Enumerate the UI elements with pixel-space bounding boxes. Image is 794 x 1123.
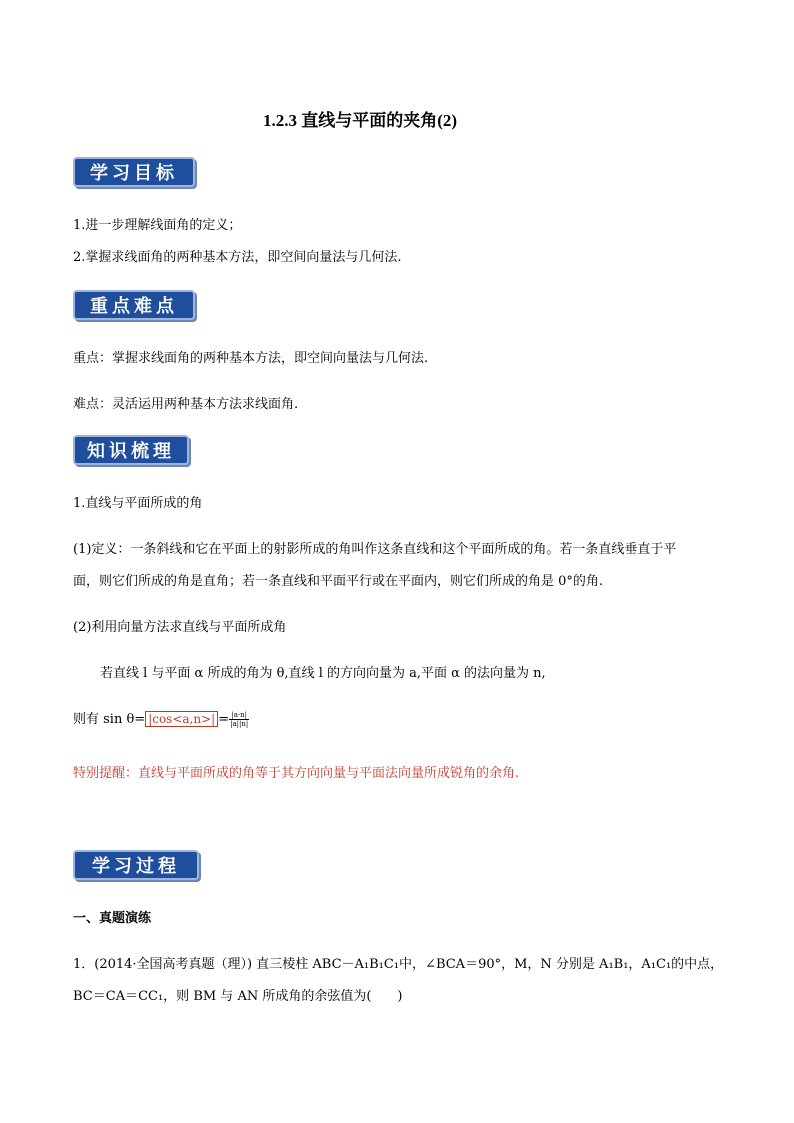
formula-equals: = — [218, 712, 230, 727]
objective-item-2: 2.掌握求线面角的两种基本方法，即空间向量法与几何法. — [73, 250, 402, 265]
difficulty-text: 难点：灵活运用两种基本方法求线面角. — [73, 397, 299, 412]
formula-prefix: 则有 sin θ= — [73, 712, 146, 727]
knowledge-badge: 知识梳理 — [73, 435, 189, 465]
formula-cos-box: |cos<a,n>| — [145, 711, 218, 727]
definition-line-1: (1)定义：一条斜线和它在平面上的射影所成的角叫作这条直线和这个平面所成的角。若一条直线垂直于平 — [73, 542, 677, 557]
question-1-line-1: 1．(2014·全国高考真题（理）) 直三棱柱 ABC－A₁B₁C₁中，∠BCA＝90°，M，N 分别是 A₁B₁，A₁C₁的中点， — [73, 957, 724, 972]
formula-fraction — [229, 711, 249, 728]
definition-line-2: 面，则它们所成的角是直角；若一条直线和平面平行或在平面内，则它们所成的角是 0°的角. — [73, 574, 604, 589]
knowledge-heading: 1.直线与平面所成的角 — [73, 496, 203, 511]
objectives-badge: 学习目标 — [73, 157, 195, 187]
formula-line — [73, 708, 249, 728]
fraction-numerator: |a·n| — [229, 711, 249, 720]
page-title: 1.2.3 直线与平面的夹角(2) — [262, 111, 458, 130]
question-1-line-2: BC＝CA＝CC₁，则 BM 与 AN 所成角的余弦值为( ) — [73, 989, 403, 1004]
process-subheading: 一、真题演练 — [73, 911, 152, 926]
key-point-text: 重点：掌握求线面角的两种基本方法，即空间向量法与几何法. — [73, 351, 429, 366]
vector-description: 若直线 l 与平面 α 所成的角为 θ,直线 l 的方向向量为 a,平面 α 的法向量为 n, — [100, 666, 546, 681]
method-heading: (2)利用向量方法求直线与平面所成角 — [73, 620, 287, 635]
fraction-denominator: |a||n| — [230, 720, 249, 728]
key-points-badge: 重点难点 — [73, 290, 195, 320]
special-reminder: 特别提醒：直线与平面所成的角等于其方向向量与平面法向量所成锐角的余角. — [73, 766, 520, 781]
process-badge: 学习过程 — [73, 850, 199, 880]
objective-item-1: 1.进一步理解线面角的定义； — [73, 218, 242, 233]
